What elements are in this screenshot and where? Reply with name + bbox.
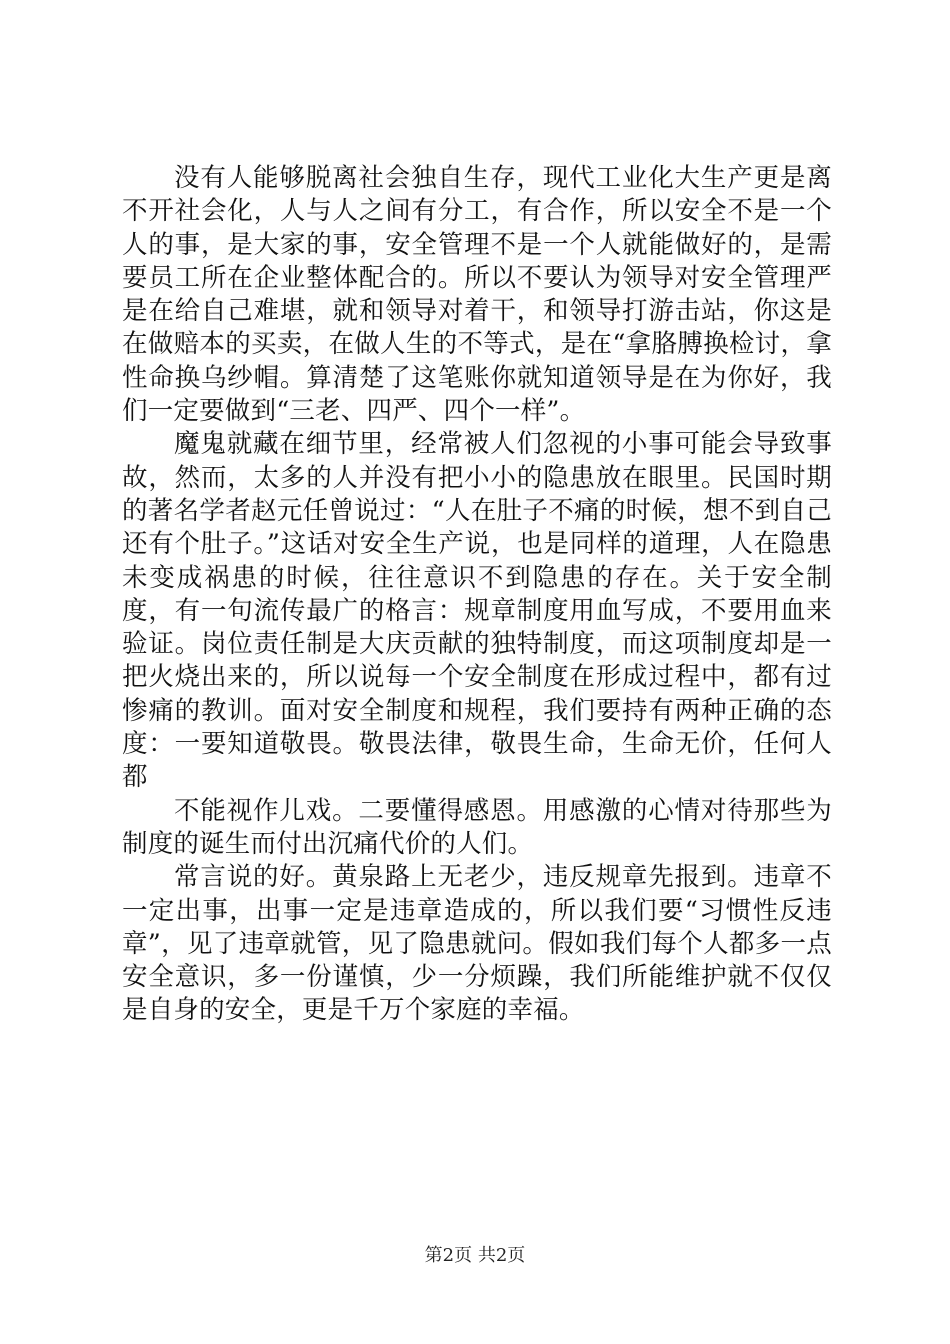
paragraph-1: 没有人能够脱离社会独自生存，现代工业化大生产更是离不开社会化，人与人之间有分工，有合作，所以安全不是一个人的事，是大家的事，安全管理不是一个人就能做好的，是需要员工所在企业整体配合的。所以不要认为领导对安全管理严是在给自己难堪，就和领导对着干，和领导打游击站，你这是在做赔本的买卖，在做人生的不等式，是在“拿胳膊换检讨，拿性命换乌纱帽。算清楚了这笔账你就知道领导是在为你好，我们一定要做到“三老、四严、四个一样”。	[122, 163, 832, 427]
paragraph-2: 魔鬼就藏在细节里，经常被人们忽视的小事可能会导致事故，然而，太多的人并没有把小小的隐患放在眼里。民国时期的著名学者赵元任曾说过：“人在肚子不痛的时候，想不到自己还有个肚子。”这话对安全生产说，也是同样的道理，人在隐患未变成祸患的时候，往往意识不到隐患的存在。关于安全制度，有一句流传最广的格言：规章制度用血写成，不要用血来验证。岗位责任制是大庆贡献的独特制度，而这项制度却是一把火烧出来的，所以说每一个安全制度在形成过程中，都有过惨痛的教训。面对安全制度和规程，我们要持有两种正确的态度：一要知道敬畏。敬畏法律，敬畏生命，生命无价，任何人都	[122, 429, 832, 793]
paragraph-4: 常言说的好。黄泉路上无老少，违反规章先报到。违章不一定出事，出事一定是违章造成的，所以我们要“习惯性反违章”，见了违章就管，见了隐患就问。假如我们每个人都多一点安全意识，多一份谨慎，少一分烦躁，我们所能维护就不仅仅是自身的安全，更是千万个家庭的幸福。	[122, 862, 832, 1026]
document-body	[122, 162, 832, 1028]
page-number-footer: 第2页 共2页	[424, 1245, 526, 1266]
paragraph-3: 不能视作儿戏。二要懂得感恩。用感激的心情对待那些为制度的诞生而付出沉痛代价的人们。	[122, 795, 832, 859]
